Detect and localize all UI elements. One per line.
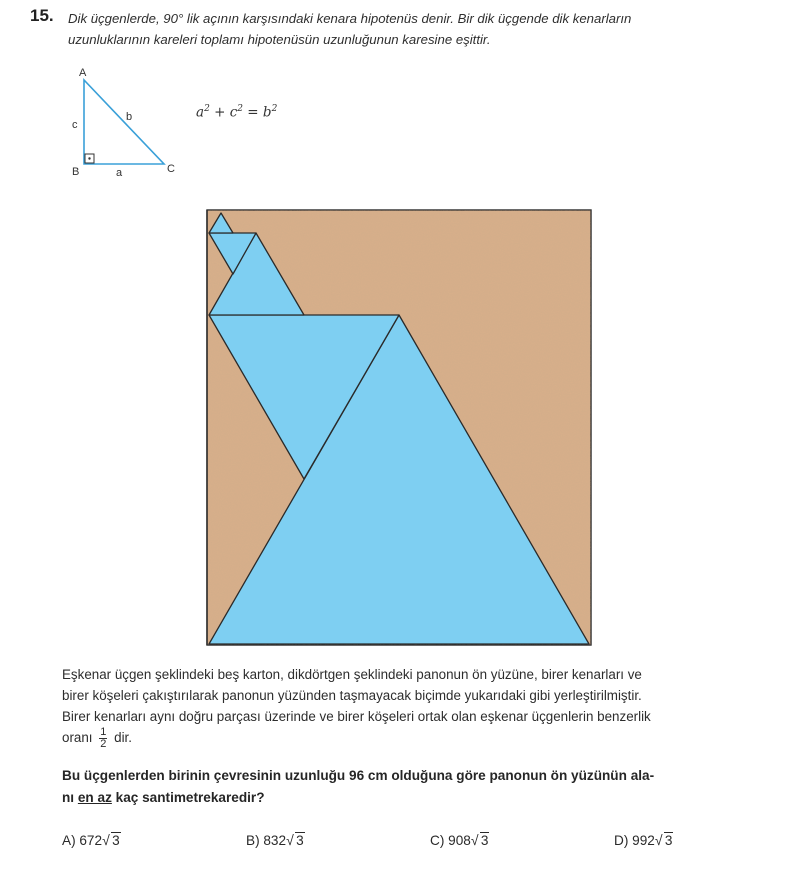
side-label-a: a [116,167,123,179]
vertex-label-c: C [167,163,175,175]
body-line-4: oranı $\frac{1}{2}$ dir. [62,726,132,750]
emphasis-en-az: en az [77,790,112,805]
side-label-b: b [126,111,133,123]
ask-line-1: Bu üçgenlerden birinin çevresinin uzunluğu 96 cm olduğuna göre panonun ön yüzünün ala- [62,768,655,783]
problem-description [62,664,782,750]
right-triangle-shape [84,80,164,164]
question-prompt [62,765,782,809]
pythagorean-formula: $a^2 + c^2 = b^2$ [196,104,278,121]
body-line-3: Birer kenarları aynı doğru parçası üzerinde ve birer köşeleri ortak olan eşkenar üçgenlerin benzerlik [62,709,651,724]
option-a[interactable]: A) 672√ 3 [62,833,121,848]
option-b[interactable]: B) 832√ 3 [246,833,305,848]
sqrt-symbol: √ 3 [656,833,674,848]
question-intro [68,8,768,50]
intro-line-2: uzunluklarının kareleri toplamı hipotenüsün uzunluğunun karesine eşittir. [68,32,491,47]
right-angle-dot [88,157,90,159]
sqrt-symbol: √ 3 [472,833,490,848]
right-triangle-diagram [60,62,190,182]
sqrt-symbol: √ 3 [103,833,121,848]
ask-line-2: nı en az kaç santimetrekaredir? [62,790,265,805]
sqrt-symbol: √ 3 [287,833,305,848]
vertex-label-b: B [72,166,80,178]
board-figure [206,209,592,646]
vertex-label-a: A [79,67,87,79]
body-line-2: birer köşeleri çakıştırılarak panonun yüzünden taşmayacak biçimde yukarıdaki gibi yerleştirilmiştir. [62,688,642,703]
intro-line-1: Dik üçgenlerde, 90° lik açının karşısındaki kenara hipotenüs denir. Bir dik üçgende dik kenarların [68,11,632,26]
ratio-fraction: $\frac{1}{2}$ [100,726,107,750]
option-d[interactable]: D) 992√ 3 [614,833,673,848]
body-line-1: Eşkenar üçgen şeklindeki beş karton, dikdörtgen şeklindeki panonun ön yüzüne, birer kenarları ve [62,667,642,682]
side-label-c: c [72,119,78,131]
question-number: 15. [30,6,54,25]
option-c[interactable]: C) 908√ 3 [430,833,489,848]
